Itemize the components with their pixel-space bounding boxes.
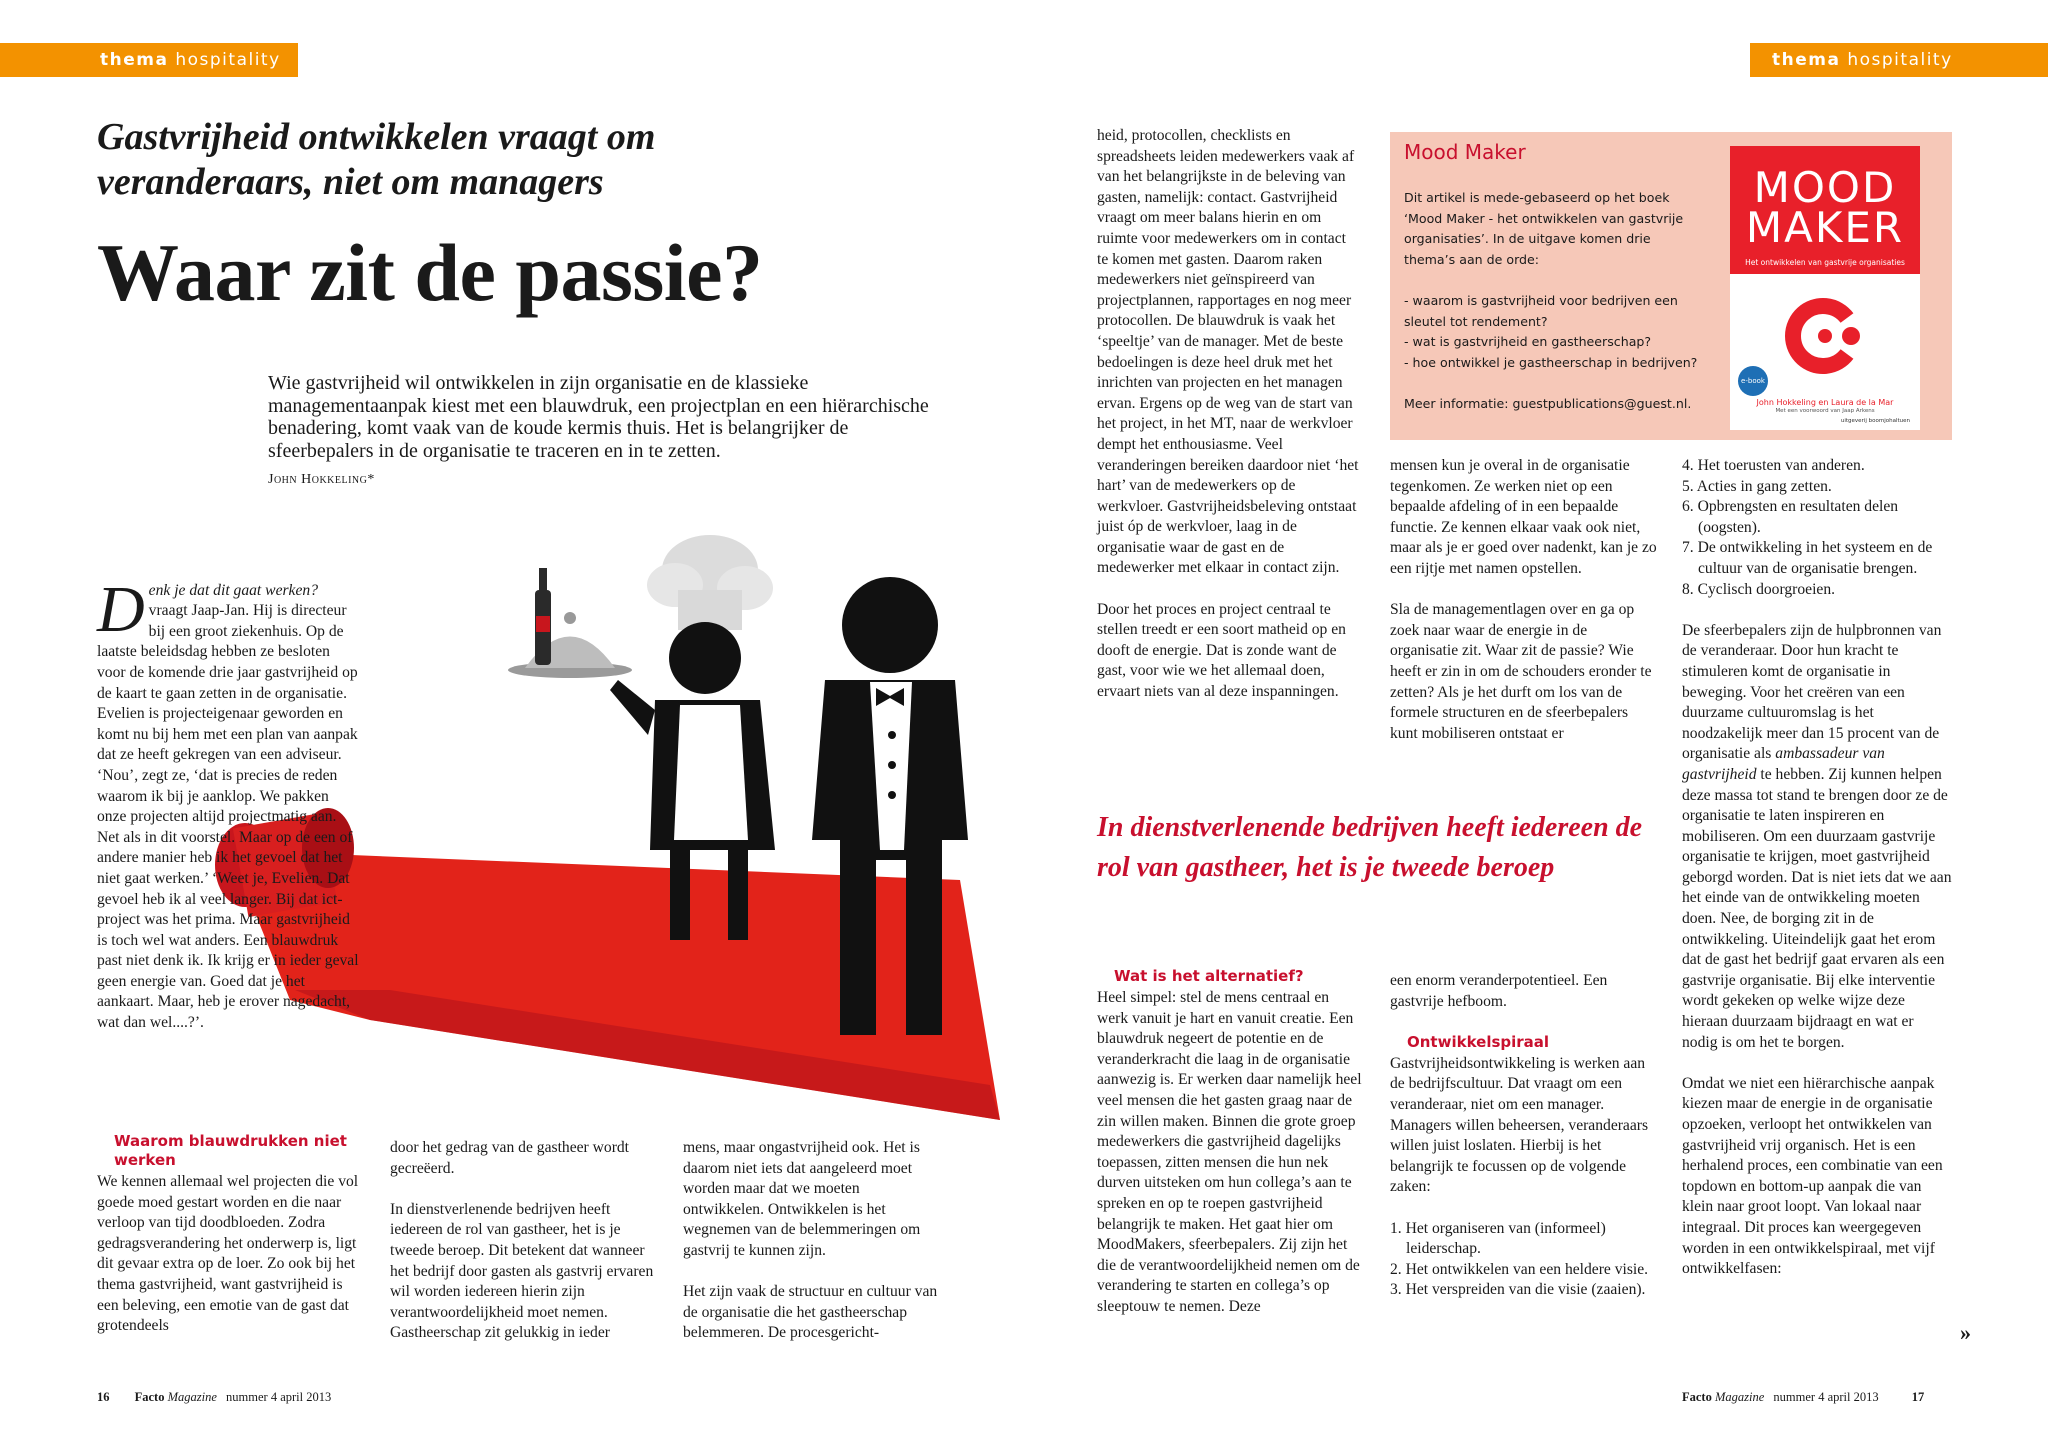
tag-strong: thema <box>1772 50 1841 70</box>
butler-head <box>842 577 938 673</box>
article-headline: Waar zit de passie? <box>97 227 763 318</box>
list-item: 6. Opbrengsten en resultaten delen (oogsten). <box>1682 498 1899 536</box>
column-2 <box>390 1138 655 1365</box>
footer-right <box>1682 1390 1924 1405</box>
col2-paragraph-1: door het gedrag van de gastheer wordt gecreëerd. <box>390 1139 630 1177</box>
list-item: 1. Het organiseren van (informeel) leiderschap. <box>1390 1219 1606 1258</box>
col8-text-a: De sfeerbepalers zijn de hulpbronnen van de veranderaar. Door hun kracht te stimuleren komt de organisatie in beweging. Voor het creëren van een duurzame cultuuromslag is het noodzakelijk meer dan 15 procent van de organisatie als <box>1682 621 1942 763</box>
book-title-line-2: MAKER <box>1745 203 1905 252</box>
col7-paragraph-1: een enorm veranderpotentieel. Een gastvrije hefboom. <box>1390 972 1608 1010</box>
book-foreword: Met een voorwoord van Jaap Arkens <box>1775 408 1875 414</box>
page-number-right: 17 <box>1911 1390 1925 1404</box>
column-3 <box>683 1138 943 1365</box>
column-5 <box>1390 456 1658 765</box>
book-logo-icon <box>1785 296 1865 376</box>
magazine-name-right: Facto <box>1682 1390 1715 1404</box>
col4-paragraph-2: Door het proces en project centraal te stellen treedt er een soort matheid op en dooft de energie. Dat is zonde want de gast, voor wie we het allemaal doen, ervaart niets van al deze inspanningen. <box>1097 600 1346 701</box>
tag-rest: hospitality <box>1840 50 1953 70</box>
issue-right: nummer 4 april 2013 <box>1773 1390 1879 1404</box>
paragraph-alternatief: Heel simpel: stel de mens centraal en werk vanuit je hart en vanuit creatie. Een blauwdruk negeert de potentie en de veranderkracht die laag in de organisatie aanwezig is. Er werken daar namelijk heel veel mensen die het gasten graag naar de zin willen maken. Binnen die grote groep medewerkers die gastvrijheid dagelijks toepassen, zitten mensen die hun nek durven uitsteken om hun collega’s aan te spreken en op te roepen gastvrijheid belangrijk te maken. Het gaat hier om MoodMakers, sfeerbepalers. Zij zijn het die de verantwoordelijkheid nemen om de verandering te starten en collega’s op sleeptouw te nemen. Deze <box>1097 989 1362 1315</box>
intro-question: enk je dat dit gaat werken? <box>148 581 318 599</box>
book-publisher: uitgeverij boomjohaltuen <box>1840 418 1910 424</box>
column-7 <box>1390 971 1658 1301</box>
section-tag-left <box>0 43 298 77</box>
heading-ontwikkelspiraal: Ontwikkelspiraal <box>1407 1032 1550 1051</box>
drop-cap: D <box>97 572 145 646</box>
page-number-left: 16 <box>97 1390 110 1404</box>
waiter-head <box>669 622 741 694</box>
tag-strong: thema <box>100 50 169 70</box>
col8-paragraph-2: Omdat we niet een hiërarchische aanpak kiezen maar de energie in de organisatie opzoeken, verloopt het ontwikkelen van gastvrijheid vrij organisch. Het is een herhalend proces, een combinatie van een topdown en bottom-up aanpak die van klein naar groot loopt. Van lokaal naar integraal. Dit proces kan weergegeven worden in een ontwikkelspiraal, met vijf ontwikkelfasen: <box>1682 1074 1943 1278</box>
pull-quote: In dienstverlenende bedrijven heeft iedereen de rol van gastheer, het is je tweede beroep <box>1097 812 1643 883</box>
col8-paragraph-1 <box>1682 621 1952 1053</box>
heading-alternatief: Wat is het alternatief? <box>1114 967 1304 985</box>
col3-paragraph-2: Het zijn vaak de structuur en cultuur van de organisatie die het gastheerschap belemmeren. De procesgericht- <box>683 1283 938 1342</box>
col5-paragraph-1: mensen kun je overal in de organisatie tegenkomen. Ze werken niet op een bepaalde afdeling of in een bepaalde functie. Ze kennen elkaar vaak ook niet, maar als je er goed over nadenkt, kan je zo een rijtje met namen opstellen. <box>1390 457 1657 577</box>
steps-list-a <box>1390 1219 1658 1301</box>
paragraph-blauwdrukken: We kennen allemaal wel projecten die vol goede moed gestart worden en die naar verloop van tijd doodbloeden. Zodra gedragsverandering het onderwerp is, ligt dit gevaar extra op de loer. Zo ook bij het thema gastvrijheid, want gastvrijheid is een beleving, een emotie van de gast dat grotendeels <box>97 1173 359 1335</box>
list-item: 7. De ontwikkeling in het systeem en de cultuur van de organisatie brengen. <box>1682 539 1933 577</box>
col3-paragraph-1: mens, maar ongastvrijheid ook. Het is daarom niet iets dat aangeleerd moet worden maar dat we moeten ontwikkelen. Ontwikkelen is het wegnemen van de belemmeringen om gastvrij te kunnen zijn. <box>683 1139 921 1259</box>
box-title: Mood Maker <box>1404 140 1526 164</box>
col5-paragraph-2: Sla de managementlagen over en ga op zoek naar waar de energie in de organisatie zit. Waar zit de passie? Wie heeft er zin in om de schouders eronder te zetten? Als je het durft om los van de formele structuren en de sfeerbepalers kunt mobiliseren ontstaat er <box>1390 601 1652 742</box>
column-1-lower <box>97 1132 362 1357</box>
footer-left <box>97 1390 331 1405</box>
article-author: John Hokkeling* <box>268 472 375 487</box>
magazine-name-right-italic: Magazine <box>1714 1390 1765 1404</box>
column-1 <box>97 560 362 1034</box>
column-6 <box>1097 967 1362 1338</box>
magazine-name-left-italic: Magazine <box>167 1390 217 1404</box>
article-subtitle: Gastvrijheid ontwikkelen vraagt om veranderaars, niet om managers <box>97 116 656 203</box>
list-item: 5. Acties in gang zetten. <box>1682 477 1832 495</box>
list-item: 3. Het verspreiden van die visie (zaaien). <box>1390 1281 1646 1299</box>
col8-emphasis: ambassadeur van gastvrijheid <box>1682 745 1885 783</box>
article-lead: Wie gastvrijheid wil ontwikkelen in zijn organisatie en de klassieke managementaanpak kiest met een blauwdruk, een projectplan en een hiërarchische benadering, komt vaak van de koude kermis thuis. Het is belangrijker de sfeerbepalers in de organisatie te traceren en in te zetten. <box>268 372 929 462</box>
section-tag-right <box>1750 43 2048 77</box>
continue-arrow: » <box>1960 1320 1971 1345</box>
col8-text-b: te hebben. Zij kunnen helpen deze massa tot stand te brengen door ze de organisatie te laten inspireren en mobiliseren. Om een duurzaam gastvrije organisatie te krijgen, moet gastvrijheid geborgd worden. Dat is niet iets dat we aan het einde van de ontwikkeling moeten doen. Nee, de borging zit in de ontwikkeling. Uiteindelijk gaat het erom dat de gast het bedrijf gaat ervaren als een gastvrije organisatie. Bij elke interventie wordt gekeken op welke wijze deze hieraan duurzaam bijdraagt en wat er nodig is om het te borgen. <box>1682 765 1952 1051</box>
intro-text: vraagt Jaap-Jan. Hij is directeur bij een groot ziekenhuis. Op de laatste beleidsdag hebben ze besloten voor de komende drie jaar gastvrijheid op de kaart te gaan zetten in de organisatie. Evelien is projecteigenaar geworden en komt nu bij hem met een plan van aanpak dat ze heeft gekregen van een adviseur. ‘Nou’, zegt ze, ‘dat is precies de reden waarom ik bij je aanklop. We pakken onze projecten altijd projectmatig aan. Net als in dit voorstel. Maar op de een of andere manier heb ik het gevoel dat het niet gaat werken.’ ‘Weet je, Evelien. Dat gevoel heb ik al veel langer. Bij dat ict-project was het prima. Maar gastvrijheid is toch wel wat anders. Een blauwdruk past niet denk ik. Ik krijg er in ieder geval geen energie van. Goed dat je het aankaart. Maar, heb je erover nagedacht, wat dan wel....?’. <box>97 602 359 1032</box>
magazine-name-left: Facto <box>134 1390 168 1404</box>
column-4 <box>1097 126 1359 723</box>
list-item: 4. Het toerusten van anderen. <box>1682 457 1865 474</box>
col4-paragraph-1: heid, protocollen, checklists en spreadsheets leiden medewerkers vaak af van het belangrijkste in de beleving van gasten, namelijk: contact. Gastvrijheid vraagt om meer balans hierin en om ruimte voor medewerkers om in contact te komen met gasten. Daarom raken medewerkers niet geïnspireerd van projectplannen, rapportages en nog meer protocollen. De blauwdruk is vaak het ‘speeltje’ van de manager. Met de beste bedoelingen is deze heel druk met het inrichten van projecten en het managen ervan. Ergens op de weg van de start van het project, in het MT, naar de werkvloer dempt het enthousiasme. Veel veranderingen bereiken daardoor niet ‘het hart’ van de medewerkers op de werkvloer. Gastvrijheidsbeleving ontstaat juist óp de werkvloer, laag in de organisatie waar de gast en de medewerker met elkaar in contact zijn. <box>1097 127 1359 577</box>
intro-paragraph <box>97 560 362 1034</box>
book-authors: John Hokkeling en Laura de la Mar <box>1756 398 1894 407</box>
heading-blauwdrukken: Waarom blauwdrukken niet werken <box>114 1132 347 1169</box>
issue-left: nummer 4 april 2013 <box>226 1390 332 1404</box>
book-title-line-1: MOOD <box>1753 163 1897 212</box>
tag-rest: hospitality <box>168 50 281 70</box>
list-item: 2. Het ontwikkelen van een heldere visie. <box>1390 1260 1649 1278</box>
steps-list-b <box>1682 456 1952 600</box>
ebook-badge: e-book <box>1738 366 1768 396</box>
column-8 <box>1682 456 1952 1300</box>
paragraph-ontwikkelspiraal: Gastvrijheidsontwikkeling is werken aan de bedrijfscultuur. Dat vraagt om een veranderaar, niet om een manager. Managers willen beheersen, veranderaars willen juist loslaten. Hierbij is het belangrijk te focussen op de volgende zaken: <box>1390 1054 1649 1196</box>
book-cover <box>1730 146 1920 430</box>
box-text: Dit artikel is mede-gebaseerd op het boek ‘Mood Maker - het ontwikkelen van gastvrije organisaties’. In de uitgave komen drie thema’s aan de orde: - waarom is gastvrijheid voor bedrijven een sleutel tot rendement? - wat is gastvrijheid en gastheerschap? - hoe ontwikkel je gastheerschap in bedrijven? Meer informatie: guestpublications@guest.nl. <box>1404 190 1698 411</box>
col2-paragraph-2: In dienstverlenende bedrijven heeft iedereen de rol van gastheer, het is je tweede beroep. Dit betekent dat wanneer het bedrijf door gasten als gastvrij ervaren wil worden iedereen hierin zijn verantwoordelijkheid moet nemen. Gastheerschap zit gelukkig in ieder <box>390 1200 654 1342</box>
mood-maker-box <box>1390 132 1952 440</box>
book-subtitle: Het ontwikkelen van gastvrije organisaties <box>1745 258 1905 267</box>
list-item: 8. Cyclisch doorgroeien. <box>1682 580 1836 598</box>
